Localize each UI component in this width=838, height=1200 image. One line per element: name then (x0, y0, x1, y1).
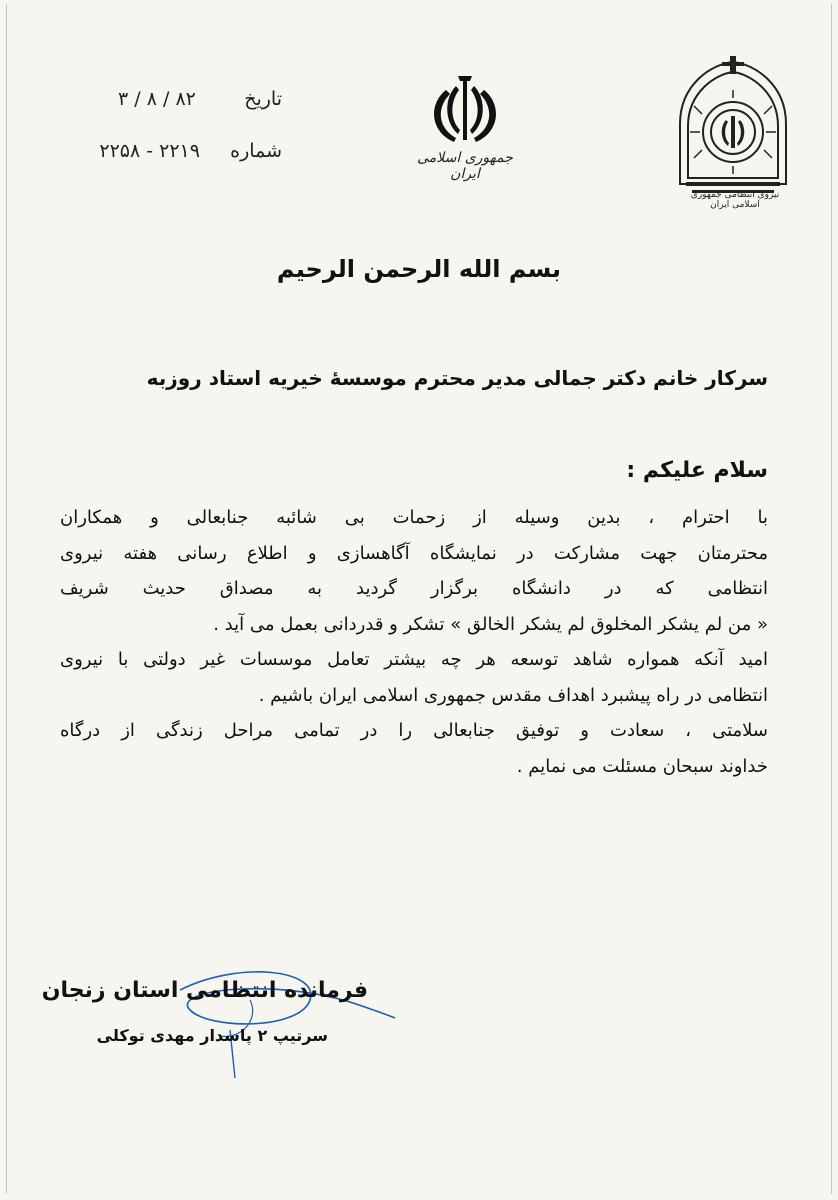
basmala: بسم الله الرحمن الرحیم (276, 255, 562, 283)
body-line: خداوند سبحان مسئلت می نمایم . (516, 755, 768, 777)
country-caption: جمهوری اسلامی ایران (417, 150, 513, 182)
body-line: « من لم یشکر المخلوق لم یشکر الخالق » تشکر و قدردانی بعمل می آید . (213, 613, 768, 635)
signatory-title: فرمانده انتظامی استان زنجان (41, 978, 368, 1003)
body-line: امید آنکه همواره شاهد توسعه هر چه بیشتر تعامل موسسات غیر دولتی با نیروی (60, 649, 768, 670)
date-line (118, 88, 282, 110)
recipient: سرکار خانم دکتر جمالی مدیر محترم موسسهٔ خیریه استاد روزبه (146, 366, 768, 390)
body-line: انتظامی که در دانشگاه برگزار گردید به مصداق حدیث شریف (60, 578, 768, 599)
number-label: شماره (230, 140, 282, 162)
number-value: ۲۲۱۹ - ۲۲۵۸ (99, 140, 200, 162)
body-line: انتظامی در راه پیشبرد اهداف مقدس جمهوری اسلامی ایران باشیم . (258, 684, 768, 706)
police-caption: نیروی انتظامی جمهوری اسلامی ایران (690, 190, 780, 210)
body-line: محترمتان جهت مشارکت در نمایشگاه آگاهسازی و اطلاع رسانی هفته نیروی (60, 542, 768, 564)
date-value: ۸۲ / ۸ / ۳ (118, 88, 196, 110)
police-emblem-icon (672, 54, 794, 210)
body-line: سلامتی ، سعادت و توفیق جنابعالی را در تمامی مراحل زندگی از درگاه (60, 720, 768, 741)
salutation: سلام علیکم : (626, 458, 768, 483)
date-label: تاریخ (244, 88, 282, 110)
body-line: با احترام ، بدین وسیله از زحمات بی شائبه جنابعالی و همکاران (60, 507, 768, 528)
number-line (99, 140, 282, 162)
signatory-name: سرتیپ ۲ پاسدار مهدی توکلی (96, 1026, 328, 1045)
letter-body (60, 500, 768, 784)
